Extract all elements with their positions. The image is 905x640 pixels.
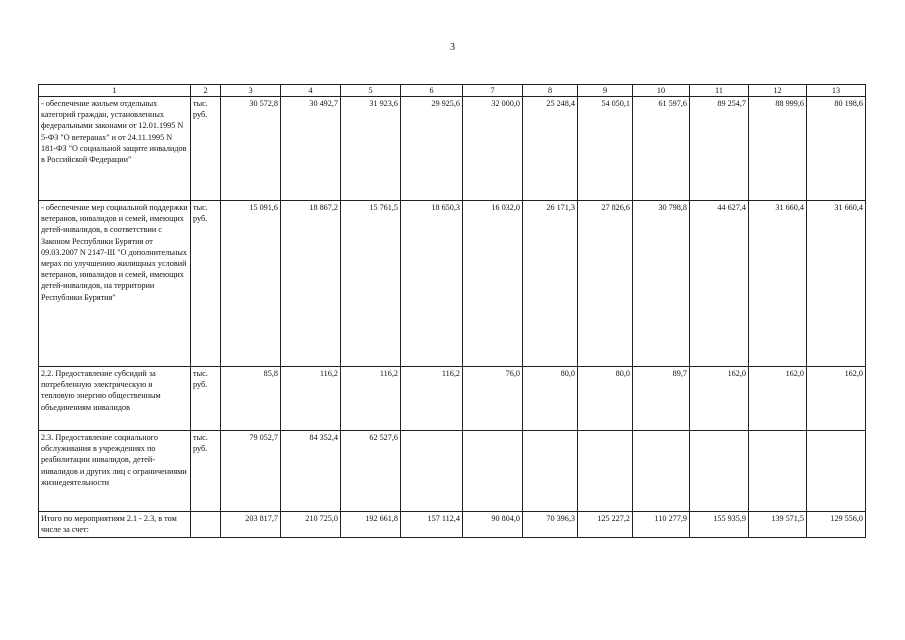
row-name: - обеспечение жильем отдельных категорий граждан, установленных федеральными законами от 12.01.1995 N 5-ФЗ "О ветеранах" и от 24.11.1995 N 181-ФЗ "О социальной защите инвалидов в Российской Федерации" xyxy=(39,97,191,201)
cell-value: 15 761,5 xyxy=(341,201,401,367)
cell-value: 84 352,4 xyxy=(281,431,341,512)
cell-value: 116,2 xyxy=(401,367,463,431)
cell-value: 25 248,4 xyxy=(523,97,578,201)
column-header: 5 xyxy=(341,85,401,97)
row-unit: тыс. руб. xyxy=(191,431,221,512)
column-header: 2 xyxy=(191,85,221,97)
cell-value: 18 650,3 xyxy=(401,201,463,367)
cell-value: 31 660,4 xyxy=(749,201,807,367)
column-header: 9 xyxy=(578,85,633,97)
cell-value: 32 000,0 xyxy=(463,97,523,201)
page-number: 3 xyxy=(450,42,455,53)
column-header: 3 xyxy=(221,85,281,97)
cell-value: 26 171,3 xyxy=(523,201,578,367)
cell-value: 203 817,7 xyxy=(221,512,281,538)
table-row xyxy=(39,201,866,367)
cell-value: 16 032,0 xyxy=(463,201,523,367)
cell-value: 27 826,6 xyxy=(578,201,633,367)
table-row-total xyxy=(39,512,866,538)
cell-value xyxy=(401,431,463,512)
cell-value: 31 923,6 xyxy=(341,97,401,201)
column-header: 4 xyxy=(281,85,341,97)
cell-value: 30 492,7 xyxy=(281,97,341,201)
row-unit xyxy=(191,512,221,538)
cell-value: 85,8 xyxy=(221,367,281,431)
cell-value: 110 277,9 xyxy=(633,512,690,538)
row-name: Итого по мероприятиям 2.1 - 2.3, в том числе за счет: xyxy=(39,512,191,538)
cell-value: 80,0 xyxy=(523,367,578,431)
column-header: 10 xyxy=(633,85,690,97)
row-unit: тыс. руб. xyxy=(191,97,221,201)
column-header: 1 xyxy=(39,85,191,97)
row-name: - обеспечение мер социальной поддержки ветеранов, инвалидов и семей, имеющих детей-инвалидов, в соответствии с Законом Республики Бурятия от 09.03.2007 N 2147-III "О дополнительных мерах по улучшению жилищных условий ветеранов, инвалидов и семей, имеющих детей-инвалидов, на территории Республики Бурятия" xyxy=(39,201,191,367)
row-name: 2.2. Предоставление субсидий за потребленную электрическую и тепловую энергию общественным объединениям инвалидов xyxy=(39,367,191,431)
cell-value: 155 935,9 xyxy=(690,512,749,538)
cell-value: 116,2 xyxy=(281,367,341,431)
row-unit: тыс. руб. xyxy=(191,201,221,367)
column-header: 13 xyxy=(807,85,866,97)
cell-value: 162,0 xyxy=(749,367,807,431)
cell-value: 162,0 xyxy=(690,367,749,431)
cell-value: 44 627,4 xyxy=(690,201,749,367)
cell-value xyxy=(690,431,749,512)
row-unit: тыс. руб. xyxy=(191,367,221,431)
column-header: 7 xyxy=(463,85,523,97)
row-name: 2.3. Предоставление социального обслуживания в учреждениях по реабилитации инвалидов, детей-инвалидов и других лиц с ограничениями жизнедеятельности xyxy=(39,431,191,512)
cell-value: 88 999,6 xyxy=(749,97,807,201)
cell-value: 30 572,8 xyxy=(221,97,281,201)
cell-value: 89 254,7 xyxy=(690,97,749,201)
column-header: 11 xyxy=(690,85,749,97)
cell-value: 76,0 xyxy=(463,367,523,431)
cell-value: 157 112,4 xyxy=(401,512,463,538)
table-row xyxy=(39,97,866,201)
budget-table xyxy=(38,84,866,538)
cell-value: 125 227,2 xyxy=(578,512,633,538)
cell-value: 192 661,8 xyxy=(341,512,401,538)
cell-value xyxy=(523,431,578,512)
cell-value: 162,0 xyxy=(807,367,866,431)
cell-value xyxy=(633,431,690,512)
cell-value: 116,2 xyxy=(341,367,401,431)
cell-value xyxy=(807,431,866,512)
cell-value: 79 052,7 xyxy=(221,431,281,512)
cell-value: 89,7 xyxy=(633,367,690,431)
cell-value xyxy=(463,431,523,512)
cell-value: 30 798,8 xyxy=(633,201,690,367)
column-header: 6 xyxy=(401,85,463,97)
cell-value: 31 660,4 xyxy=(807,201,866,367)
cell-value: 18 867,2 xyxy=(281,201,341,367)
cell-value: 80 198,6 xyxy=(807,97,866,201)
cell-value xyxy=(578,431,633,512)
cell-value: 129 556,0 xyxy=(807,512,866,538)
table-row xyxy=(39,367,866,431)
cell-value: 70 396,3 xyxy=(523,512,578,538)
cell-value: 29 925,6 xyxy=(401,97,463,201)
cell-value: 80,0 xyxy=(578,367,633,431)
cell-value: 54 050,1 xyxy=(578,97,633,201)
column-header: 8 xyxy=(523,85,578,97)
cell-value xyxy=(749,431,807,512)
cell-value: 210 725,0 xyxy=(281,512,341,538)
cell-value: 90 804,0 xyxy=(463,512,523,538)
table-row xyxy=(39,431,866,512)
cell-value: 62 527,6 xyxy=(341,431,401,512)
column-header: 12 xyxy=(749,85,807,97)
cell-value: 139 571,5 xyxy=(749,512,807,538)
cell-value: 61 597,6 xyxy=(633,97,690,201)
header-row xyxy=(39,85,866,97)
cell-value: 15 091,6 xyxy=(221,201,281,367)
